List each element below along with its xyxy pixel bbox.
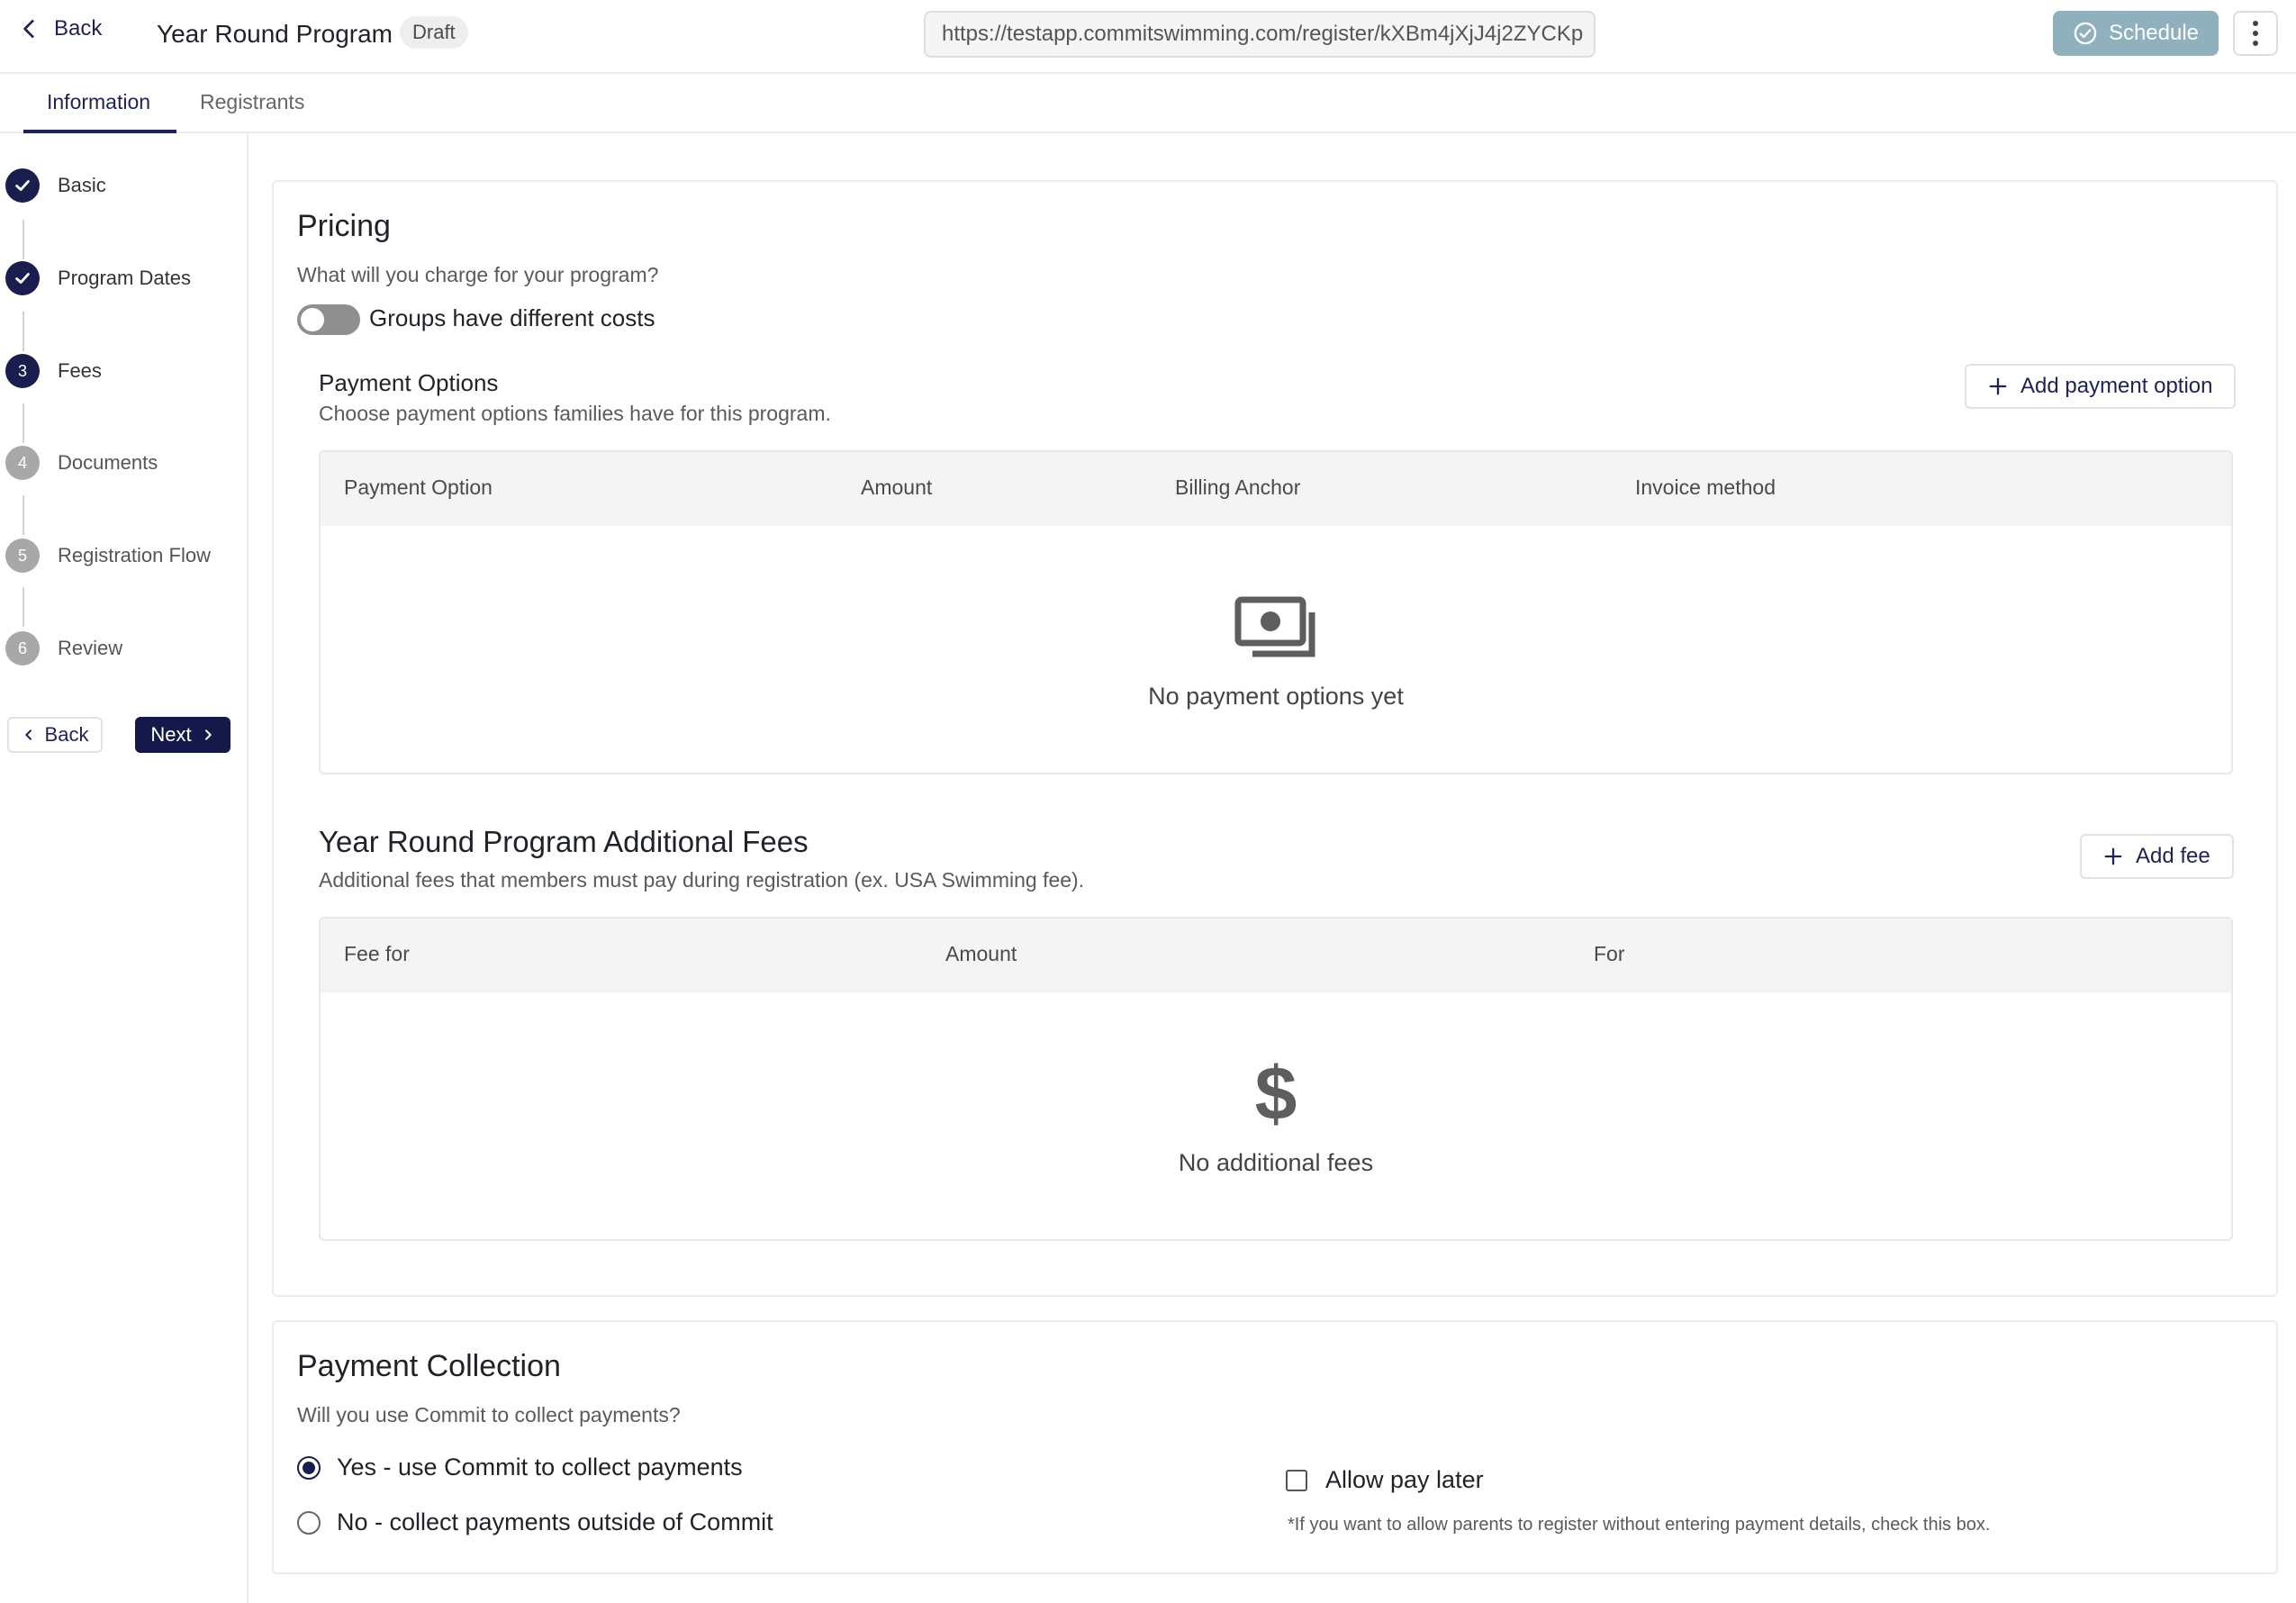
registration-url-field[interactable]: https://testapp.commitswimming.com/register/kXBm4jXjJ4j2ZYCKp <box>924 11 1595 58</box>
collect-outside-commit-option[interactable] <box>297 1508 773 1536</box>
step-number: 3 <box>5 354 40 388</box>
radio-label: No - collect payments outside of Commit <box>337 1508 773 1535</box>
more-dot <box>2253 31 2258 36</box>
table-header <box>321 452 2231 526</box>
step-complete-indicator <box>5 168 40 203</box>
step-next-button[interactable] <box>135 717 231 753</box>
step-connector <box>23 587 24 627</box>
step-review[interactable] <box>5 631 122 666</box>
more-dot <box>2253 41 2258 46</box>
back-label: Back <box>54 16 103 41</box>
step-back-button[interactable] <box>7 717 103 753</box>
checkmark-icon <box>13 268 32 288</box>
plus-icon <box>2103 847 2123 866</box>
step-number: 5 <box>5 539 40 573</box>
payment-collection-card <box>272 1320 2278 1574</box>
step-sidebar <box>0 133 249 1603</box>
pay-later-note: *If you want to allow parents to register without entering payment details, check this box. <box>1288 1515 1991 1535</box>
chevron-left-icon <box>18 17 41 41</box>
column-header: For <box>1594 942 1625 965</box>
more-options-button[interactable] <box>2233 11 2278 56</box>
step-label: Documents <box>58 451 158 474</box>
status-badge: Draft <box>400 16 468 49</box>
tab-bar <box>0 76 2296 133</box>
payment-collection-question: Will you use Commit to collect payments? <box>297 1403 681 1426</box>
pricing-card <box>272 180 2278 1297</box>
column-header: Billing Anchor <box>1175 475 1301 499</box>
additional-fees-title: Year Round Program Additional Fees <box>319 825 809 858</box>
add-payment-option-label: Add payment option <box>2020 374 2213 398</box>
additional-fees-table <box>319 917 2233 1241</box>
check-circle-icon <box>2073 21 2098 46</box>
step-label: Registration Flow <box>58 544 211 566</box>
step-registration-flow[interactable] <box>5 539 211 573</box>
schedule-label: Schedule <box>2108 21 2200 45</box>
plus-icon <box>1988 376 2008 396</box>
money-icon <box>1234 596 1317 664</box>
allow-pay-later-label: Allow pay later <box>1325 1466 1484 1493</box>
column-header: Invoice method <box>1635 475 1776 499</box>
pricing-title: Pricing <box>297 209 391 243</box>
step-connector <box>23 312 24 351</box>
add-payment-option-button[interactable] <box>1965 364 2236 409</box>
top-bar <box>0 0 2296 74</box>
column-header: Amount <box>945 942 1017 965</box>
step-connector <box>23 220 24 259</box>
allow-pay-later-checkbox[interactable] <box>1286 1470 1307 1491</box>
collect-with-commit-option[interactable] <box>297 1454 743 1481</box>
page-title: Year Round Program <box>157 20 393 48</box>
checkmark-icon <box>13 176 32 195</box>
step-basic[interactable] <box>5 168 106 203</box>
radio-label: Yes - use Commit to collect payments <box>337 1454 743 1481</box>
dollar-icon: $ <box>1254 1051 1297 1136</box>
step-label: Review <box>58 637 123 659</box>
step-number: 4 <box>5 446 40 480</box>
step-fees[interactable] <box>5 354 102 388</box>
table-header <box>321 919 2231 992</box>
empty-state-text: No payment options yet <box>1148 683 1404 710</box>
add-fee-label: Add fee <box>2136 844 2210 868</box>
tab-registrants[interactable]: Registrants <box>200 90 305 113</box>
payment-options-subtitle: Choose payment options families have for this program. <box>319 402 831 425</box>
radio-button[interactable] <box>297 1456 321 1480</box>
step-label: Program Dates <box>58 267 191 289</box>
more-dots-icon <box>2253 21 2258 26</box>
step-number: 6 <box>5 631 40 666</box>
payment-collection-title: Payment Collection <box>297 1349 561 1383</box>
step-connector <box>23 403 24 443</box>
pricing-question: What will you charge for your program? <box>297 263 659 286</box>
step-label: Fees <box>58 359 102 382</box>
payment-options-title: Payment Options <box>319 369 499 396</box>
step-next-label: Next <box>150 723 192 746</box>
chevron-left-icon <box>22 728 36 742</box>
column-header: Amount <box>861 475 933 499</box>
add-fee-button[interactable] <box>2080 834 2234 879</box>
step-complete-indicator <box>5 261 40 295</box>
column-header: Payment Option <box>344 475 493 499</box>
payment-options-table <box>319 450 2233 774</box>
column-header: Fee for <box>344 942 410 965</box>
step-connector <box>23 495 24 535</box>
groups-different-costs-toggle[interactable] <box>297 304 360 335</box>
tab-information[interactable]: Information <box>47 90 151 113</box>
empty-state-text: No additional fees <box>1178 1149 1374 1176</box>
groups-different-costs-label: Groups have different costs <box>369 304 655 331</box>
allow-pay-later-option[interactable] <box>1286 1466 1484 1494</box>
back-button[interactable] <box>18 16 102 41</box>
chevron-right-icon <box>201 728 215 742</box>
step-back-label: Back <box>44 723 89 746</box>
additional-fees-subtitle: Additional fees that members must pay during registration (ex. USA Swimming fee). <box>319 868 1085 892</box>
step-program-dates[interactable] <box>5 261 191 295</box>
step-documents[interactable] <box>5 446 158 480</box>
step-label: Basic <box>58 174 106 196</box>
radio-button[interactable] <box>297 1511 321 1535</box>
schedule-button[interactable] <box>2053 11 2219 56</box>
